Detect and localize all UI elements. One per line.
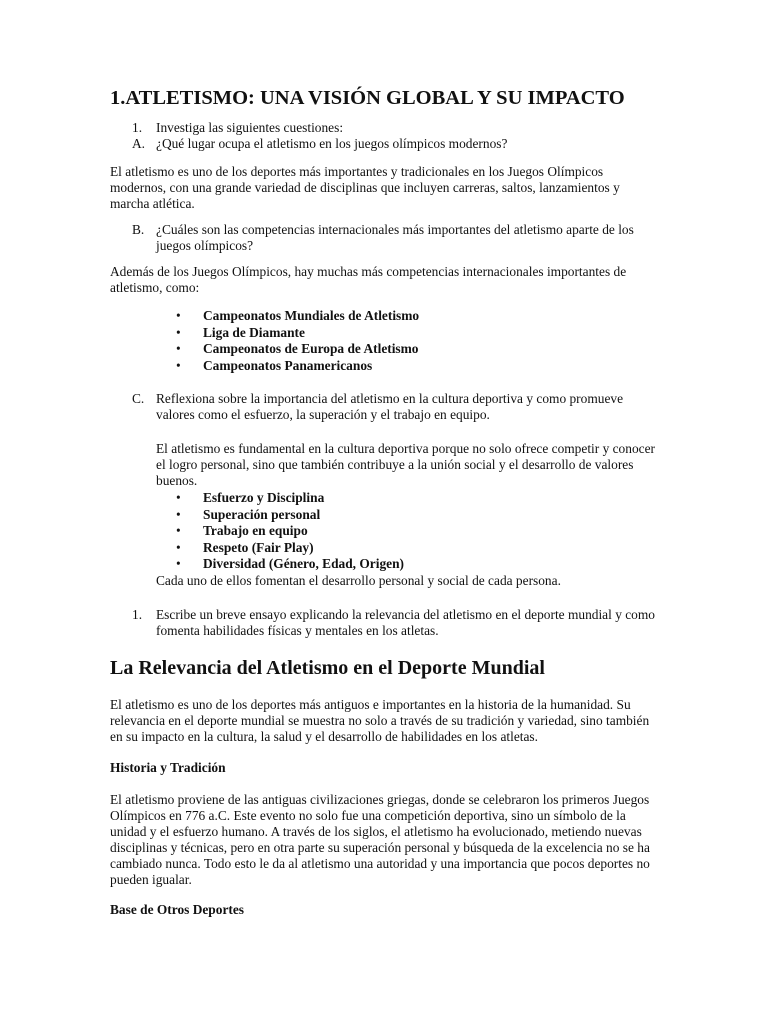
bullet-item [176,490,324,506]
bullet-text: Campeonatos de Europa de Atletismo [203,341,419,356]
list-item-text: ¿Cuáles son las competencias internacionales más importantes del atletismo aparte de los juegos olímpicos? [156,222,634,253]
bullet-text: Campeonatos Mundiales de Atletismo [203,308,420,323]
bullet-item [176,325,305,341]
bullet-text: Esfuerzo y Disciplina [203,490,325,505]
bullet-icon: • [176,325,181,340]
list-item-text: Investiga las siguientes cuestiones: [156,120,344,135]
bullet-text: Liga de Diamante [203,325,305,340]
essay-title: La Relevancia del Atletismo en el Deporte Mundial [110,657,545,679]
bullet-text: Respeto (Fair Play) [203,540,314,555]
bullet-item [176,523,308,539]
paragraph-competitions: Además de los Juegos Olímpicos, hay muchas más competencias internacionales importantes de atletismo, como: [110,264,627,295]
bullet-text: Superación personal [203,507,321,522]
bullet-item [176,308,419,324]
bullet-text: Campeonatos Panamericanos [203,358,373,373]
paragraph-culture: El atletismo es fundamental en la cultura deportiva porque no solo ofrece competir y conocer el logro personal, sino que también contribuye a la unión social y el desarrollo de valores buenos. [156,441,655,488]
bullet-icon: • [176,308,181,323]
bullet-item [176,540,314,556]
list-item-text: Escribe un breve ensayo explicando la relevancia del atletismo en el deporte mundial y como fomenta habilidades físicas y mentales en los atletas. [156,607,655,638]
list-marker: C. [132,391,145,406]
paragraph-essay-intro: El atletismo es uno de los deportes más antiguos e importantes en la historia de la humanidad. Su relevancia en el deporte mundial se muestra no solo a través de su tradición y variedad, sino también en su impacto en la cultura, la salud y el desarrollo de habilidades en los atletas. [110,697,650,744]
paragraph-olympics: El atletismo es uno de los deportes más importantes y tradicionales en los Juegos Olímpicos modernos, con una grande variedad de disciplinas que incluyen carreras, saltos, lanzamientos y marcha atlética. [110,164,620,211]
list-item-text: ¿Qué lugar ocupa el atletismo en los juegos olímpicos modernos? [156,136,508,151]
list-marker: A. [132,136,146,151]
section-title-base: Base de Otros Deportes [110,902,245,917]
bullet-icon: • [176,490,181,505]
section-title-history: Historia y Tradición [110,760,226,775]
bullet-item [176,507,320,523]
bullet-item [176,556,404,572]
page-title: 1.ATLETISMO: UNA VISIÓN GLOBAL Y SU IMPACTO [110,87,625,109]
bullet-icon: • [176,341,181,356]
list-marker: B. [132,222,145,237]
bullet-text: Trabajo en equipo [203,523,308,538]
bullet-text: Diversidad (Género, Edad, Origen) [203,556,404,571]
list-item-1 [132,120,662,136]
bullet-item [176,341,419,357]
list-item-text: Reflexiona sobre la importancia del atletismo en la cultura deportiva y como promueve valores como el esfuerzo, la superación y el trabajo en equipo. [156,391,624,422]
list-item-a [132,136,662,152]
bullet-icon: • [176,507,181,522]
bullet-icon: • [176,540,181,555]
list-item-essay [132,607,662,639]
list-item-b [132,222,662,254]
bullet-icon: • [176,358,181,373]
bullet-item [176,358,372,374]
list-item-c [132,391,662,423]
paragraph-history: El atletismo proviene de las antiguas civilizaciones griegas, donde se celebraron los primeros Juegos Olímpicos en 776 a.C. Este evento no solo fue una competición deportiva, sino un símbolo de la unidad y el esfuerzo humano. A través de los siglos, el atletismo ha evolucionado, metiendo nuevas disciplinas y técnicas, pero en otra parte su superación personal y búsqueda de la excelencia no se ha cambiado nunca. Todo esto le da al atletismo una autoridad y una importancia que pocos deportes no pueden igualar. [110,792,650,887]
paragraph-values-summary: Cada uno de ellos fomentan el desarrollo personal y social de cada persona. [156,573,561,588]
list-marker: 1. [132,607,143,622]
bullet-icon: • [176,523,181,538]
list-marker: 1. [132,120,143,135]
bullet-icon: • [176,556,181,571]
